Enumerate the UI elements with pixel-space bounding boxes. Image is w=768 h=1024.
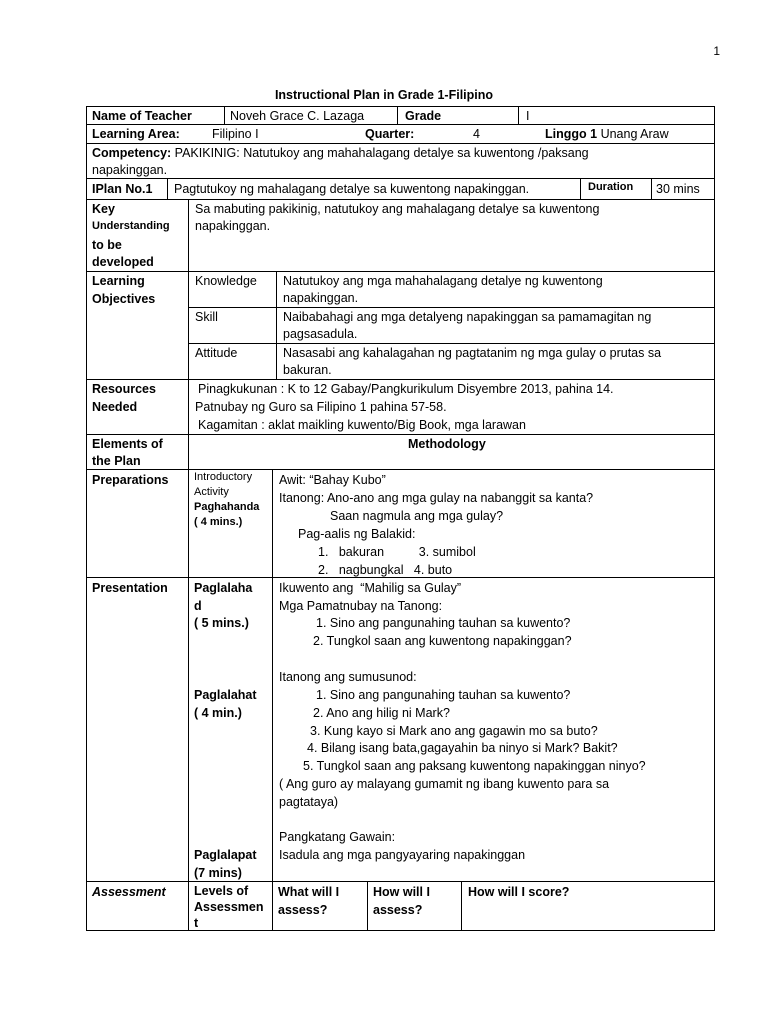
pres-line-2: Mga Pamatnubay na Tanong:: [279, 599, 443, 613]
knowledge-label: Knowledge: [195, 274, 257, 288]
key-label-3: to be: [92, 238, 122, 252]
grade-label: Grade: [405, 109, 442, 123]
pres-line-1: Ikuwento ang “Mahilig sa Gulay”: [279, 581, 462, 595]
paglalahat-1: Paglalahat: [194, 688, 257, 702]
rule: [86, 930, 715, 931]
objectives-label-2: Objectives: [92, 292, 156, 306]
prep-line-5: 1. bakuran 3. sumibol: [318, 545, 476, 559]
paglalapat-1: Paglalapat: [194, 848, 257, 862]
levels-3: t: [194, 916, 199, 930]
pres-line-5: Itanong ang sumusunod:: [279, 670, 417, 684]
prep-sub-1: Introductory: [194, 471, 253, 483]
pres-line-12: pagtataya): [279, 795, 339, 809]
week-value: Unang Araw: [600, 127, 669, 141]
paglalahad-1: Paglalaha: [194, 581, 253, 595]
rule: [367, 881, 368, 931]
iplan-value: Pagtutukoy ng mahalagang detalye sa kuwentong napakinggan.: [174, 182, 530, 196]
page-number: 1: [713, 44, 720, 58]
iplan-label: IPlan No.1: [92, 182, 153, 196]
skill-label: Skill: [195, 310, 218, 324]
pres-line-4: 2. Tungkol saan ang kuwentong napakinggan?: [313, 634, 572, 648]
rule: [86, 434, 715, 435]
duration-value: 30 mins: [656, 182, 700, 196]
rule: [461, 881, 462, 931]
prep-line-2: Itanong: Ano-ano ang mga gulay na nabanggit sa kanta?: [279, 491, 594, 505]
rule: [86, 469, 715, 470]
paglalahad-2: d: [194, 599, 202, 613]
elements-label-2: the Plan: [92, 454, 141, 468]
rule: [86, 178, 715, 179]
methodology-heading: Methodology: [408, 437, 486, 451]
duration-label: Duration: [588, 181, 634, 193]
how-assess-1: How will I: [373, 885, 430, 899]
assessment-label: Assessment: [92, 885, 166, 899]
resources-label-1: Resources: [92, 382, 156, 396]
prep-line-1: Awit: “Bahay Kubo”: [279, 473, 386, 487]
pres-line-9: 4. Bilang isang bata,gagayahin ba ninyo si Mark? Bakit?: [307, 741, 618, 755]
prep-sub-3: Paghahanda: [194, 501, 260, 513]
skill-text-1: Naibabahagi ang mga detalyeng napakinggan sa pamamagitan ng: [283, 310, 652, 324]
knowledge-text-1: Natutukoy ang mga mahahalagang detalye ng kuwentong: [283, 274, 603, 288]
week-cell: [545, 125, 669, 143]
rule: [651, 178, 652, 199]
competency-label: Competency:: [92, 146, 172, 160]
key-text-2: napakinggan.: [195, 219, 271, 233]
attitude-text-2: bakuran.: [283, 363, 332, 377]
rule: [397, 106, 398, 124]
what-assess-1: What will I: [278, 885, 340, 899]
area-value: Filipino I: [212, 127, 259, 141]
attitude-text-1: Nasasabi ang kahalagahan ng pagtatanim ng mga gulay o prutas sa: [283, 346, 662, 360]
prep-sub-4: ( 4 mins.): [194, 516, 243, 528]
prep-line-6: 2. nagbungkal 4. buto: [318, 563, 453, 577]
levels-1: Levels of: [194, 884, 249, 898]
quarter-value: 4: [473, 127, 480, 141]
paglalahat-2: ( 4 min.): [194, 706, 242, 720]
paglalapat-2: (7 mins): [194, 866, 242, 880]
pres-line-7: 2. Ano ang hilig ni Mark?: [313, 706, 450, 720]
rule: [714, 106, 715, 931]
prep-line-3: Saan nagmula ang mga gulay?: [330, 509, 504, 523]
prep-sub-2: Activity: [194, 486, 229, 498]
pres-line-11: ( Ang guro ay malayang gumamit ng ibang kuwento para sa: [279, 777, 610, 791]
rule: [580, 178, 581, 199]
resources-label-2: Needed: [92, 400, 138, 414]
rule: [167, 178, 168, 199]
elements-label-1: Elements of: [92, 437, 163, 451]
presentation-label: Presentation: [92, 581, 168, 595]
teacher-label: Name of Teacher: [92, 109, 192, 123]
pres-line-8: 3. Kung kayo si Mark ano ang gagawin mo sa buto?: [310, 724, 598, 738]
rule: [276, 271, 277, 379]
rule: [86, 106, 87, 931]
objectives-label-1: Learning: [92, 274, 145, 288]
resource-line-3: Kagamitan : aklat maikling kuwento/Big Book, mga larawan: [198, 418, 526, 432]
key-label-1: Key: [92, 202, 115, 216]
rule: [224, 106, 225, 124]
competency-text: PAKIKINIG: Natutukoy ang mahahalagang detalye sa kuwentong /paksang: [174, 146, 589, 160]
knowledge-text-2: napakinggan.: [283, 291, 359, 305]
pres-line-13: Pangkatang Gawain:: [279, 830, 396, 844]
document-title: Instructional Plan in Grade 1-Filipino: [274, 88, 494, 102]
how-score: How will I score?: [468, 885, 570, 899]
rule: [188, 199, 189, 931]
competency-line2: napakinggan.: [92, 163, 168, 177]
attitude-label: Attitude: [195, 346, 238, 360]
key-label-4: developed: [92, 255, 154, 269]
rule: [86, 881, 715, 882]
competency-line1: [92, 144, 589, 162]
key-label-2: Understanding: [92, 220, 170, 232]
rule: [518, 106, 519, 124]
pres-line-14: Isadula ang mga pangyayaring napakinggan: [279, 848, 526, 862]
what-assess-2: assess?: [278, 903, 328, 917]
pres-line-6: 1. Sino ang pangunahing tauhan sa kuwento?: [316, 688, 571, 702]
preparations-label: Preparations: [92, 473, 169, 487]
pres-line-3: 1. Sino ang pangunahing tauhan sa kuwento?: [316, 616, 571, 630]
quarter-label: Quarter:: [365, 127, 415, 141]
rule: [272, 469, 273, 931]
key-text-1: Sa mabuting pakikinig, natutukoy ang mahalagang detalye sa kuwentong: [195, 202, 600, 216]
prep-line-4: Pag-aalis ng Balakid:: [298, 527, 416, 541]
skill-text-2: pagsasadula.: [283, 327, 358, 341]
how-assess-2: assess?: [373, 903, 423, 917]
levels-2: Assessmen: [194, 900, 264, 914]
grade-value: I: [526, 109, 530, 123]
resource-line-1: Pinagkukunan : K to 12 Gabay/Pangkurikulum Disyembre 2013, pahina 14.: [198, 382, 614, 396]
teacher-value: Noveh Grace C. Lazaga: [230, 109, 365, 123]
resource-line-2: Patnubay ng Guro sa Filipino 1 pahina 57-58.: [195, 400, 447, 414]
area-label: Learning Area:: [92, 127, 180, 141]
week-label: Linggo 1: [545, 127, 598, 141]
pres-line-10: 5. Tungkol saan ang paksang kuwentong napakinggan ninyo?: [303, 759, 646, 773]
paglalahad-3: ( 5 mins.): [194, 616, 249, 630]
